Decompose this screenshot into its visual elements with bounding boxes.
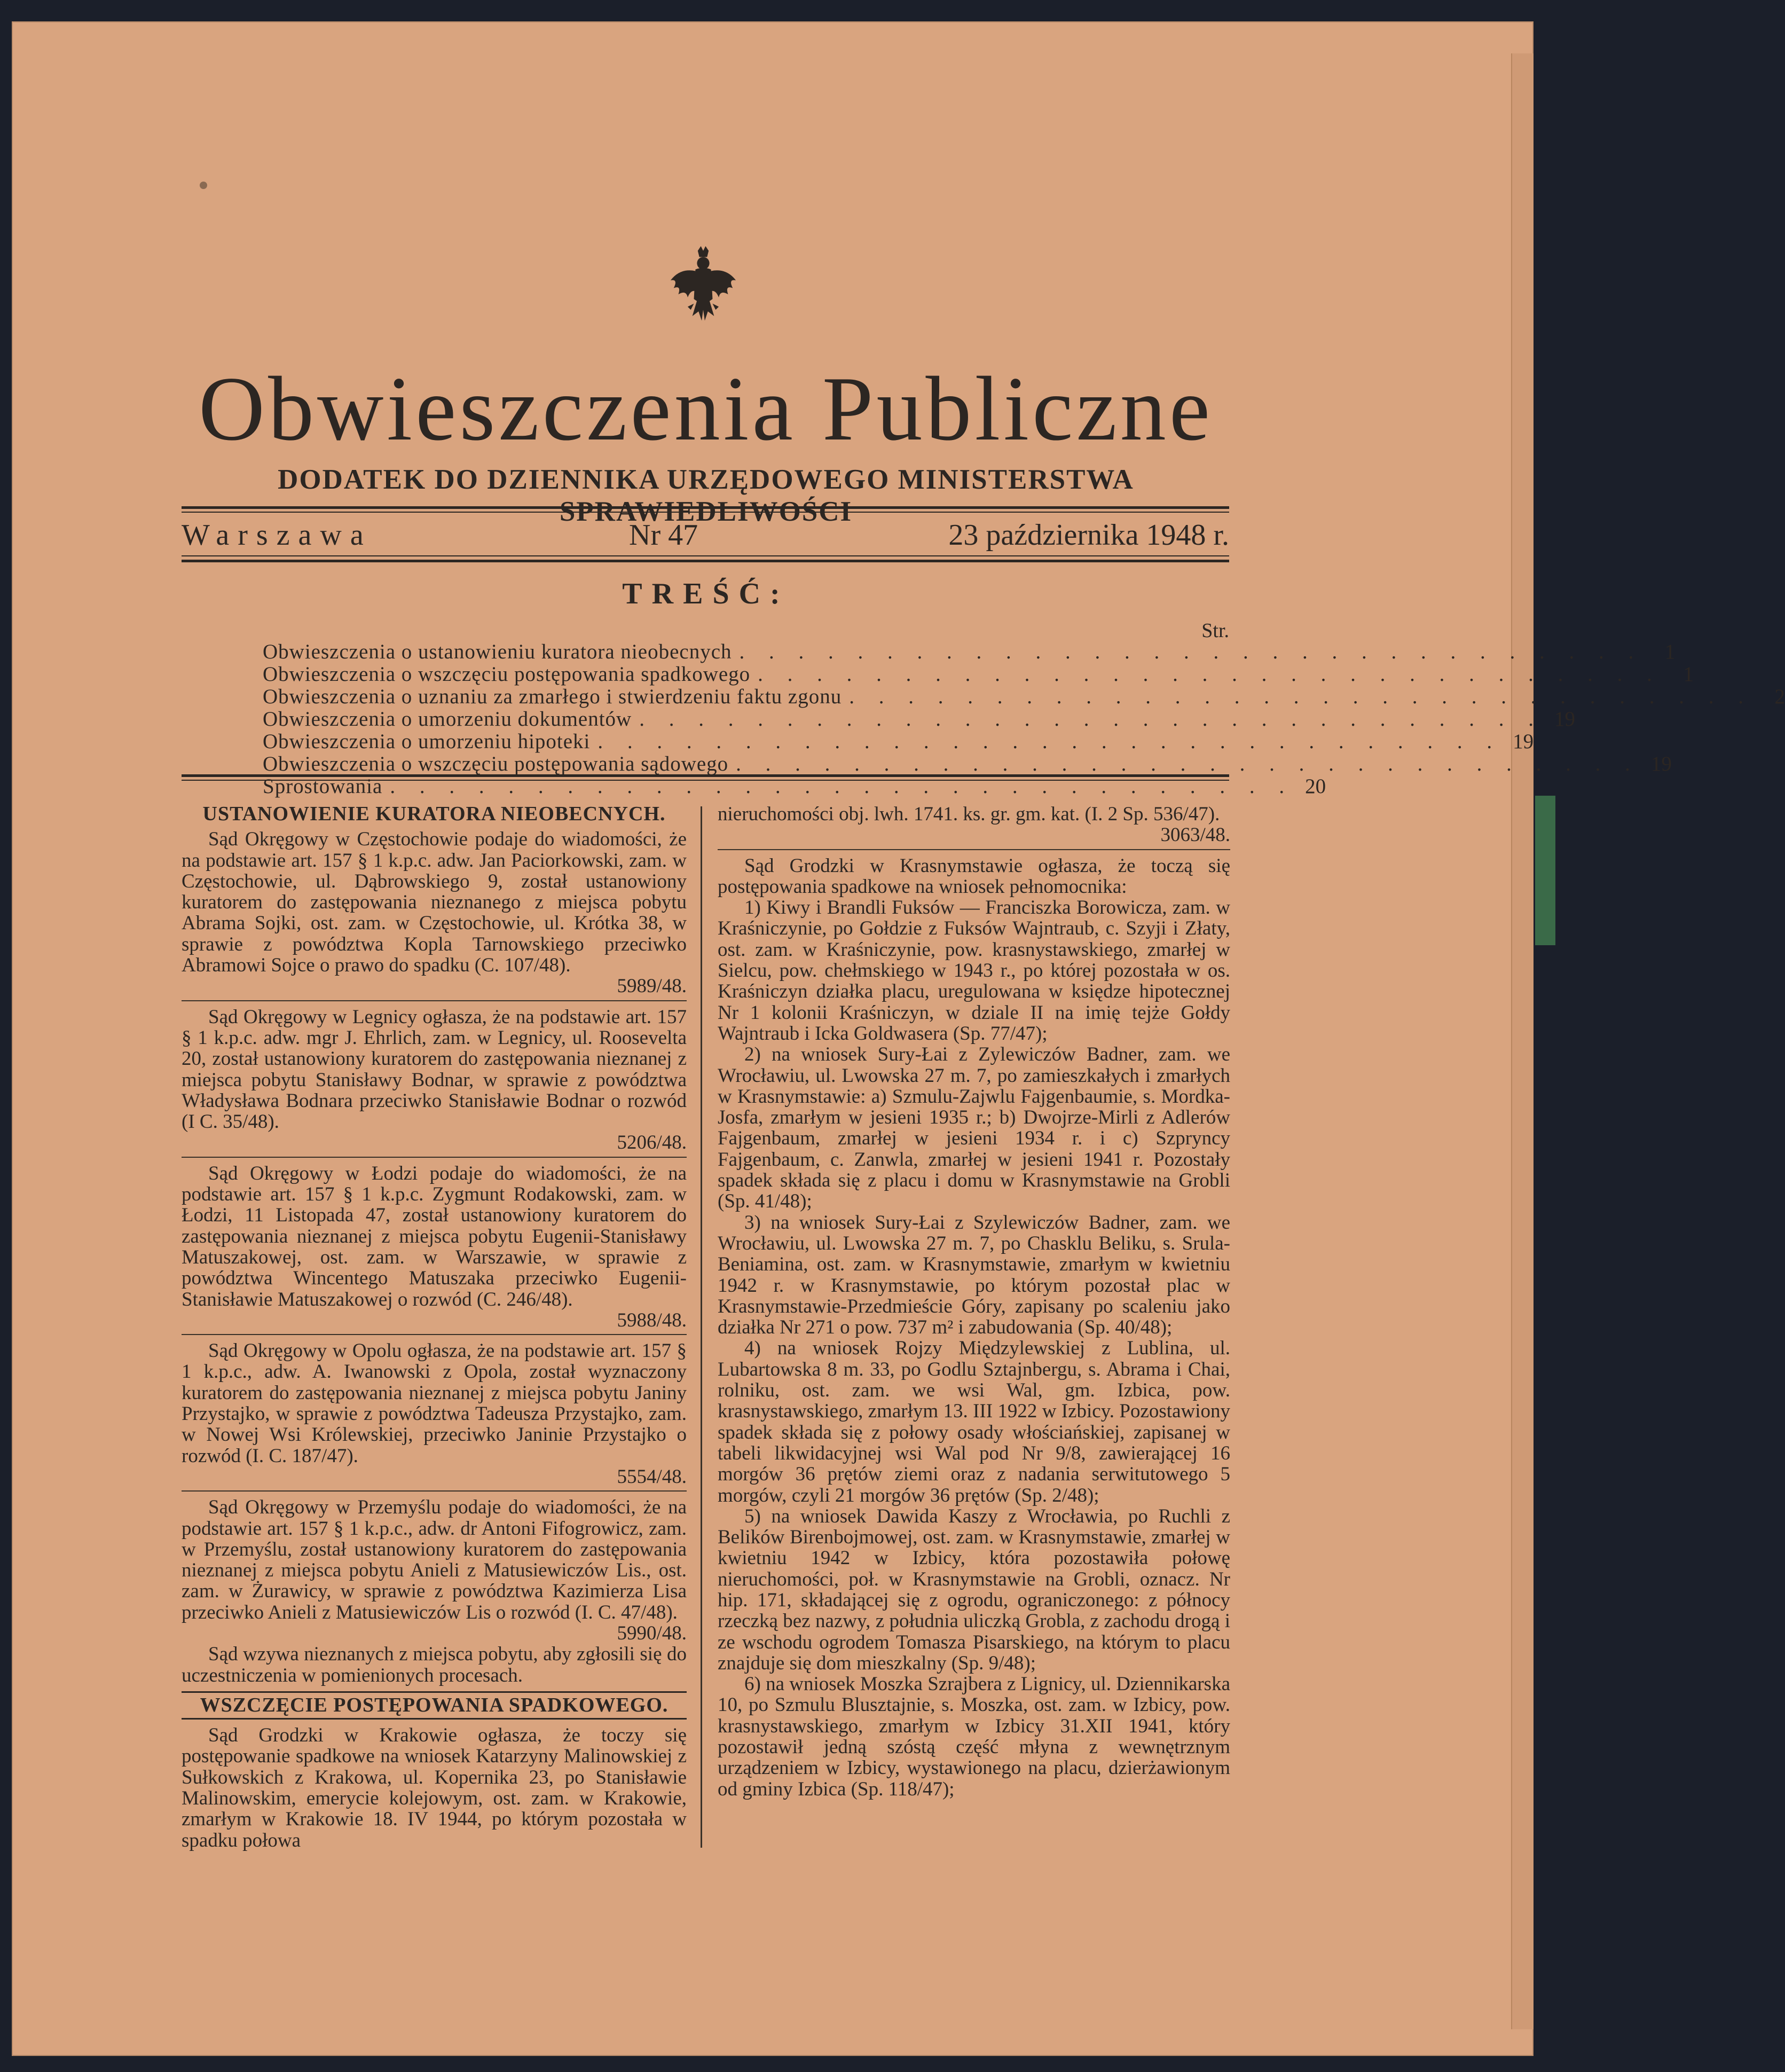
notice-separator xyxy=(182,1000,687,1001)
notice-paragraph: Sąd Okręgowy w Opolu ogłasza, że na podstawie art. 157 § 1 k.p.c., adw. A. Iwanowski z Opola, został wyznaczony kuratorem do zastępowania nieznanej z miejsca pobytu Janiny Przystajko, w sprawie z powództwa Tadeusza Przystajko, zam. w Nowej Wsi Królewskiej, przeciwko Janinie Przystajko o rozwód (I. C. 187/47). xyxy=(182,1340,687,1467)
notice-reference: 5990/48. xyxy=(617,1622,687,1644)
section-heading-spadkowe: WSZCZĘCIE POSTĘPOWANIA SPADKOWEGO. xyxy=(182,1691,687,1720)
issue-date: 23 października 1948 r. xyxy=(948,519,1229,552)
notice-separator xyxy=(182,1334,687,1335)
polish-eagle-emblem-icon xyxy=(663,245,743,330)
toc-row: Obwieszczenia o wszczęciu postępowania sądowego . . . . . . . . . . . . . . . . . . . . . . . . . . . . . . . 19 xyxy=(263,752,1672,775)
toc-heading: TREŚĆ: xyxy=(622,577,790,610)
right-column xyxy=(718,804,1230,1800)
notice-separator xyxy=(718,849,1230,850)
toc-row: Obwieszczenia o wszczęciu postępowania spadkowego . . . . . . . . . . . . . . . . . . . . . . . . . . . . . . . 1 xyxy=(263,663,1694,686)
notice-paragraph: Sąd Okręgowy w Częstochowie podaje do wiadomości, że na podstawie art. 157 § 1 k.p.c. adw. Jan Paciorkowski, zam. w Częstochowie, ul. Dąbrowskiego 9, został ustanowiony kuratorem do zastępowania nieznanego z miejsca pobytu Abrama Sojki, ost. zam. w Częstochowie, ul. Krótka 38, w sprawie z powództwa Kopla Tarnowskiego przeciwko Abramowi Sojce o prawo do spadku (C. 107/48). xyxy=(182,828,687,977)
notice-paragraph: 3) na wniosek Sury-Łai z Szylewiczów Badner, zam. we Wrocławiu, ul. Lwowska 27 m. 7, po Chasklu Beliku, s. Srula-Beniamina, ost. zam. w Krasnymstawie, zmarłym w kwietniu 1942 r. w Krasnymstawie, po którym pozostał plac w Krasnymstawie-Przedmieście Góry, zapisany po scaleniu jako działka Nr 271 o pow. 737 m² i zabudowania (Sp. 40/48); xyxy=(718,1211,1230,1339)
notice-paragraph: 5) na wniosek Dawida Kaszy z Wrocławia, po Ruchli z Belików Birenbojmowej, ost. zam. w Krasnymstawie, zmarłej w kwietniu 1942 w Izbicy, która pozostawiła połowę nieruchomości, poł. w Krasnymstawie na Grobli, oznacz. Nr hip. 171, składającej się z ogrodu, ograniczonego: z północy rzeczką bez nazwy, z południa uliczką Grobla, z zachodu drogą i ze wschodu ogrodem Tomasza Pisarskiego, na którym to placu znajduje się dom mieszkalny (Sp. 9/48); xyxy=(718,1505,1230,1674)
header-rule-bottom-thin xyxy=(182,555,1229,556)
header-rule-top xyxy=(182,506,1229,509)
notice-reference: 5988/48. xyxy=(617,1309,687,1331)
notice-paragraph: Sąd Okręgowy w Łodzi podaje do wiadomości, że na podstawie art. 157 § 1 k.p.c. Zygmunt Rodakowski, zam. w Łodzi, 11 Listopada 47, został ustanowiony kuratorem do zastępowania nieznanej z miejsca pobytu Eugenii-Stanisławy Matuszakowej, ost. zam. w Warszawie, w sprawie z powództwa Wincentego Matuszaka przeciwko Eugenii-Stanisławie Matuszakowej o rozwód (C. 246/48). xyxy=(182,1162,687,1310)
notice-paragraph: 6) na wniosek Moszka Szrajbera z Lignicy, ul. Dziennikarska 10, po Szmulu Blusztajnie, s. Moszka, ost. zam. w Izbicy, pow. krasnystawskiego, zmarłym w Izbicy 31.XII 1941, który pozostawił jedną szóstą część młyna z wewnętrznym urządzeniem w Izbicy, wystawionego na placu, dzierżawionym od gminy Izbica (Sp. 118/47); xyxy=(718,1673,1230,1800)
notice-separator xyxy=(182,1157,687,1158)
issue-number: Nr 47 xyxy=(629,519,698,552)
notice-separator xyxy=(182,1490,687,1492)
notice-reference: 5989/48. xyxy=(617,975,687,998)
notice-paragraph: Sąd Okręgowy w Legnicy ogłasza, że na podstawie art. 157 § 1 k.p.c. adw. mgr J. Ehrlich, zam. w Legnicy, ul. Roosevelta 20, został ustanowiony kuratorem do zastępowania nieznanej z miejsca pobytu Stanisławy Bodnar, w sprawie z powództwa Władysława Bodnara przeciwko Stanisławie Bodnar o rozwód (I C. 35/48). xyxy=(182,1006,687,1133)
notice-paragraph: nieruchomości obj. lwh. 1741. ks. gr. gm. kat. (I. 2 Sp. 536/47). xyxy=(718,803,1220,825)
newspaper-page xyxy=(12,21,1785,2056)
toc-rule-thin xyxy=(182,780,1229,781)
masthead-subtitle: DODATEK DO DZIENNIKA URZĘDOWEGO MINISTERSTWA SPRAWIEDLIWOŚCI xyxy=(278,464,1134,527)
notice-paragraph: Sąd Okręgowy w Przemyślu podaje do wiadomości, że na podstawie art. 157 § 1 k.p.c., adw. dr Antoni Fifogrowicz, zam. w Przemyślu, został ustanowiony kuratorem do zastępowania nieznanej z miejsca pobytu Anieli z Matusiewiczów Lis., ost. zam. w Żurawicy, w sprawie z powództwa Kazimierza Lisa przeciwko Anieli z Matusiewiczów Lis o rozwód (I. C. 47/48). xyxy=(182,1496,687,1623)
toc-row: Obwieszczenia o umorzeniu hipoteki . . . . . . . . . . . . . . . . . . . . . . . . . . . . . . . 19 xyxy=(263,730,1534,753)
notice-paragraph: 4) na wniosek Rojzy Międzylewskiej z Lublina, ul. Lubartowska 8 m. 33, po Godlu Sztajnbergu, s. Abrama i Chai, rolniku, ost. zam. we wsi Wal, gm. Izbica, pow. krasnystawskiego, zmarłym 13. III 1922 w Izbicy. Pozostawiony spadek składa się z połowy osady włościańskiej, zapisanej w tabeli likwidacyjnej wsi Wal pod Nr 9/8, zawierającej 16 morgów 36 prętów ziemi oraz z nadania serwitutowego 5 morgów, czyli 21 morgów 36 prętów (Sp. 2/48); xyxy=(718,1337,1230,1506)
table-of-contents xyxy=(263,619,1785,798)
toc-row: Obwieszczenia o uznaniu za zmarłego i stwierdzeniu faktu zgonu . . . . . . . . . . . . . . . . . . . . . . . . . . . . . . . 2 xyxy=(263,685,1785,708)
notice-paragraph: Sąd Grodzki w Krakowie ogłasza, że toczy się postępowanie spadkowe na wniosek Katarzyny Malinowskiej z Sułkowskich z Krakowa, ul. Kopernika 23, po Stanisławie Malinowskim, emerycie kolejowym, ost. zam. w Krakowie, zmarłym w Krakowie 18. IV 1944, po którym pozostała w spadku połowa xyxy=(182,1724,687,1851)
paper-edge xyxy=(1511,53,1534,2029)
section-heading-kurator: USTANOWIENIE KURATORA NIEOBECNYCH. xyxy=(202,803,666,825)
notice-paragraph: 1) Kiwy i Brandli Fuksów — Franciszka Borowicza, zam. w Kraśniczynie, po Gołdzie z Fuksów Wajntraub, c. Szyji i Złaty, ost. zam. w Kraśniczynie, pow. krasnystawskiego, zmarłej w Sielcu, pow. chełmskiego w 1943 r., po której pozostała w os. Kraśniczyn działka placu, uregulowana w księdze hipotecznej Nr 1 kolonii Kraśniczyn, w dziale II na imię tejże Gołdy Wajntraub i Icka Goldwasera (Sp. 77/47); xyxy=(718,897,1230,1045)
toc-page-label: Str. xyxy=(1201,619,1229,642)
column-divider xyxy=(701,806,702,1848)
notice-paragraph: Sąd wzywa nieznanych z miejsca pobytu, aby zgłosili się do uczestniczenia w pomienionych procesach. xyxy=(182,1643,687,1686)
dateline xyxy=(182,518,1229,555)
header-rule-bottom xyxy=(182,560,1229,562)
header-rule-top-thin xyxy=(182,512,1229,513)
paper-fleck xyxy=(200,182,207,189)
toc-row: Sprostowania . . . . . . . . . . . . . . . . . . . . . . . . . . . . . . . 20 xyxy=(263,775,1326,798)
notice-reference: 5206/48. xyxy=(617,1132,687,1154)
masthead-title: Obwieszczenia Publiczne xyxy=(198,358,1214,460)
dateline-city: Warszawa xyxy=(182,519,372,552)
notice-reference: 3063/48. xyxy=(1160,824,1230,846)
toc-rule xyxy=(182,774,1229,777)
notice-reference: 5554/48. xyxy=(617,1465,687,1488)
notice-paragraph: Sąd Grodzki w Krasnymstawie ogłasza, że toczą się postępowania spadkowe na wniosek pełnomocnika: xyxy=(718,854,1230,898)
left-column xyxy=(182,804,687,1851)
green-page-tab xyxy=(1535,796,1555,945)
notice-paragraph: 2) na wniosek Sury-Łai z Zylewiczów Badner, zam. we Wrocławiu, ul. Lwowska 27 m. 7, po zamieszkałych i zmarłych w Krasnymstawie: a) Szmulu-Zajwlu Fajgenbaumie, s. Mordka-Josfa, zmarłym w jesieni 1935 r.; b) Dwojrze-Mirli z Adlerów Fajgenbaum, zmarłej w jesieni 1934 r. i c) Szpryncy Fajgenbaum, c. Zanwla, zmarłej w jesieni 1941 r. Pozostały spadek składa się z placu i domu w Krasnymstawie na Grobli (Sp. 41/48); xyxy=(718,1043,1230,1213)
toc-row: Obwieszczenia o umorzeniu dokumentów . . . . . . . . . . . . . . . . . . . . . . . . . . . . . . . 19 xyxy=(263,708,1575,731)
toc-row: Obwieszczenia o ustanowieniu kuratora nieobecnych . . . . . . . . . . . . . . . . . . . . . . . . . . . . . . . 1 xyxy=(263,640,1676,663)
